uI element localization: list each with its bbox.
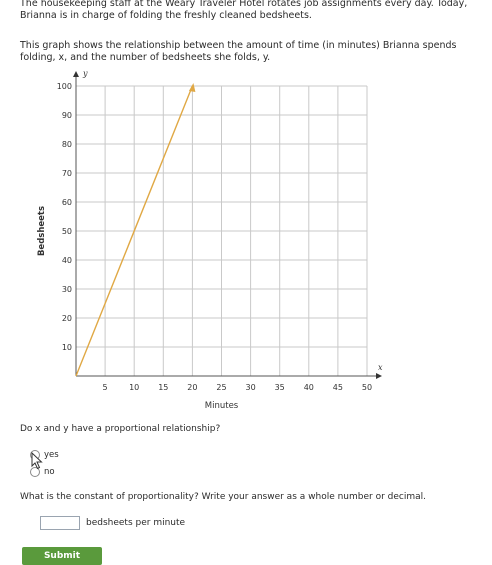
answer-row — [40, 516, 185, 530]
graph-description-line-2: folding, x, and the number of bedsheets she folds, y. — [20, 52, 271, 63]
x-tick-label: 35 — [274, 383, 285, 392]
y-tick-label: 60 — [61, 198, 72, 207]
series-arrow-icon — [189, 83, 196, 92]
choice-yes-label: yes — [44, 450, 59, 460]
y-tick-label: 50 — [61, 227, 72, 236]
proportional-question: Do x and y have a proportional relationship? — [20, 424, 221, 434]
choice-no-label: no — [44, 467, 55, 477]
y-tick-label: 70 — [61, 169, 72, 178]
x-axis-letter: x — [378, 363, 383, 372]
x-tick-label: 20 — [187, 383, 198, 392]
x-tick-label: 50 — [361, 383, 373, 392]
intro-line-2: Brianna is in charge of folding the freshly cleaned bedsheets. — [20, 10, 312, 21]
mouse-cursor-icon — [31, 452, 43, 470]
x-tick-label: 30 — [245, 383, 256, 392]
y-axis-arrow-icon — [73, 71, 79, 77]
y-axis-letter: y — [83, 69, 88, 78]
x-tick-label: 45 — [332, 383, 343, 392]
x-tick-label: 15 — [158, 383, 169, 392]
submit-button[interactable]: Submit — [22, 547, 102, 565]
y-tick-label: 10 — [61, 343, 72, 352]
constant-input[interactable] — [40, 516, 80, 530]
y-tick-label: 90 — [61, 111, 72, 120]
x-axis-arrow-icon — [376, 373, 382, 379]
y-tick-label: 40 — [61, 256, 72, 265]
y-tick-label: 30 — [61, 285, 72, 294]
x-tick-label: 40 — [303, 383, 314, 392]
x-tick-label: 25 — [216, 383, 227, 392]
y-tick-label: 100 — [56, 82, 72, 91]
x-tick-label: 5 — [102, 383, 108, 392]
graph-description — [20, 40, 480, 64]
intro-line-1: The housekeeping staff at the Weary Traveler Hotel rotates job assignments every day. Today, — [20, 0, 468, 9]
x-axis-title: Minutes — [204, 401, 239, 411]
intro-text — [20, 0, 486, 22]
answer-unit: bedsheets per minute — [86, 518, 186, 528]
y-axis-title: Bedsheets — [37, 205, 47, 257]
line-chart — [36, 68, 396, 418]
graph-description-line-1: This graph shows the relationship between the amount of time (in minutes) Brianna spends — [20, 40, 457, 51]
y-tick-label: 20 — [61, 314, 72, 323]
y-tick-label: 80 — [61, 140, 72, 149]
constant-question: What is the constant of proportionality? Write your answer as a whole number or decimal. — [20, 492, 426, 502]
x-tick-label: 10 — [129, 383, 140, 392]
